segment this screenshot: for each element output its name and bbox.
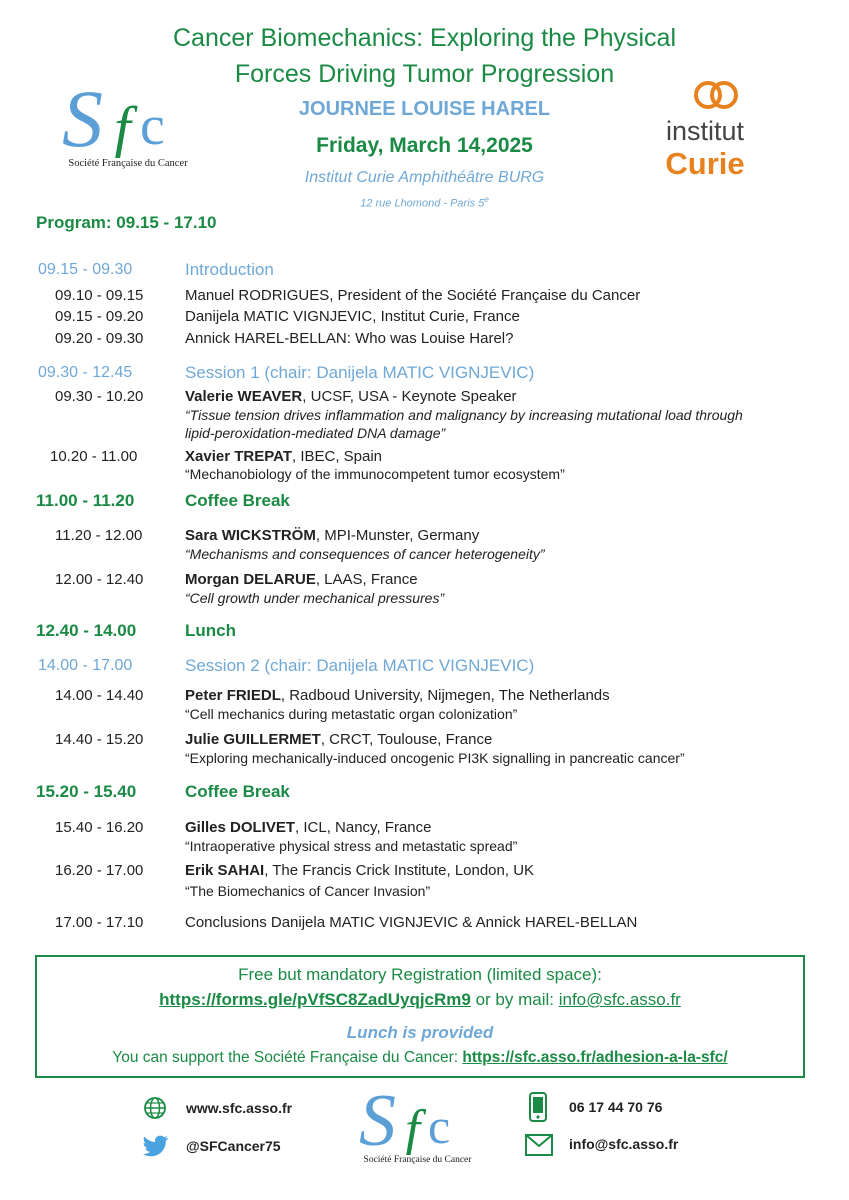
dolivet-speaker: Gilles DOLIVET, ICL, Nancy, France xyxy=(185,819,432,836)
twitter-icon xyxy=(142,1134,170,1158)
break2-time: 15.20 - 15.40 xyxy=(36,782,137,801)
curie-rings-icon xyxy=(690,78,746,112)
delarue-speaker: Morgan DELARUE, LAAS, France xyxy=(185,571,418,588)
intro-item-2-time: 09.15 - 09.20 xyxy=(55,308,144,325)
intro-item-1-text: Manuel RODRIGUES, President of the Société Française du Cancer xyxy=(185,287,641,304)
title-line-2: Forces Driving Tumor Progression xyxy=(234,60,615,88)
break1-time: 11.00 - 11.20 xyxy=(36,491,135,510)
svg-text:c: c xyxy=(428,1098,451,1154)
footer-sfc-caption: Société Française du Cancer xyxy=(363,1155,472,1165)
registration-or-mail: or by mail: xyxy=(470,990,559,1009)
trepat-time: 10.20 - 11.00 xyxy=(50,448,138,465)
registration-links xyxy=(37,990,803,1010)
support-line xyxy=(37,1049,803,1067)
svg-text:S: S xyxy=(359,1085,396,1155)
weaver-speaker: Valerie WEAVER, UCSF, USA - Keynote Speaker xyxy=(185,388,517,405)
trepat-talk-title: “Mechanobiology of the immunocompetent tumor ecosystem” xyxy=(185,466,565,482)
sahai-speaker: Erik SAHAI, The Francis Crick Institute, London, UK xyxy=(185,862,535,879)
guillermet-talk-title: “Exploring mechanically-induced oncogenic PI3K signalling in pancreatic cancer” xyxy=(185,750,685,766)
lunch-provided: Lunch is provided xyxy=(346,1023,494,1042)
weaver-talk-title-2: lipid-peroxidation-mediated DNA damage” xyxy=(185,425,446,441)
sfc-logo-f: f xyxy=(114,95,131,158)
lunch-title: Lunch xyxy=(185,621,236,640)
sahai-time: 16.20 - 17.00 xyxy=(55,862,144,879)
sfc-logo-caption: Société Française du Cancer xyxy=(68,158,188,169)
session2-time: 14.00 - 17.00 xyxy=(38,657,133,674)
footer-phone[interactable]: 06 17 44 70 76 xyxy=(569,1099,663,1115)
friedl-time: 14.00 - 14.40 xyxy=(55,687,144,704)
sfc-logo-s: S xyxy=(62,80,103,158)
phone-icon xyxy=(528,1092,548,1122)
sfc-logo-c: c xyxy=(140,95,165,157)
curie-logo-line2: Curie xyxy=(665,146,745,181)
footer-sfc-logo xyxy=(355,1085,480,1175)
intro-time: 09.15 - 09.30 xyxy=(38,261,133,278)
friedl-speaker: Peter FRIEDL, Radboud University, Nijmegen, The Netherlands xyxy=(185,687,610,704)
guillermet-speaker: Julie GUILLERMET, CRCT, Toulouse, France xyxy=(185,731,493,748)
footer-sfc-logo-mark xyxy=(355,1085,480,1155)
weaver-time: 09.30 - 10.20 xyxy=(55,388,144,405)
event-date: Friday, March 14,2025 xyxy=(316,134,533,157)
mail-icon xyxy=(525,1134,553,1156)
wickstrom-talk-title: “Mechanisms and consequences of cancer heterogeneity” xyxy=(185,546,545,562)
footer-email[interactable]: info@sfc.asso.fr xyxy=(569,1136,679,1152)
support-link[interactable]: https://sfc.asso.fr/adhesion-a-la-sfc/ xyxy=(462,1049,728,1066)
registration-form-link[interactable]: https://forms.gle/pVfSC8ZadUyqjcRm9 xyxy=(159,990,471,1009)
break2-title: Coffee Break xyxy=(185,782,290,801)
session1-title: Session 1 (chair: Danijela MATIC VIGNJEVIC) xyxy=(185,363,535,382)
svg-text:f: f xyxy=(405,1099,421,1155)
intro-item-2-text: Danijela MATIC VIGNJEVIC, Institut Curie, France xyxy=(185,308,520,325)
registration-box xyxy=(35,955,805,1078)
support-text: You can support the Société Française du Cancer: xyxy=(112,1049,463,1066)
guillermet-time: 14.40 - 15.20 xyxy=(55,731,144,748)
intro-item-3-time: 09.20 - 09.30 xyxy=(55,330,144,347)
break1-title: Coffee Break xyxy=(185,491,290,510)
program-label: Program: 09.15 - 17.10 xyxy=(36,213,217,232)
dolivet-talk-title: “Intraoperative physical stress and metastatic spread” xyxy=(185,838,518,854)
registration-line: Free but mandatory Registration (limited space): xyxy=(238,965,602,984)
sfc-logo xyxy=(58,80,198,175)
registration-mail-link[interactable]: info@sfc.asso.fr xyxy=(558,990,681,1009)
wickstrom-time: 11.20 - 12.00 xyxy=(55,527,143,544)
address: 12 rue Lhomond - Paris 5e xyxy=(360,195,489,210)
sfc-logo-mark xyxy=(58,80,198,158)
sahai-talk-title: “The Biomechanics of Cancer Invasion” xyxy=(185,883,431,899)
intro-item-1-time: 09.10 - 09.15 xyxy=(55,287,144,304)
lunch-time: 12.40 - 14.00 xyxy=(36,621,137,640)
delarue-talk-title: “Cell growth under mechanical pressures” xyxy=(185,590,445,606)
wickstrom-speaker: Sara WICKSTRÖM, MPI-Munster, Germany xyxy=(185,527,480,544)
trepat-speaker: Xavier TREPAT, IBEC, Spain xyxy=(185,448,383,465)
weaver-talk-title-1: “Tissue tension drives inflammation and malignancy by increasing mutational load through xyxy=(185,407,743,423)
venue: Institut Curie Amphithéâtre BURG xyxy=(304,169,545,186)
footer-twitter[interactable]: @SFCancer75 xyxy=(186,1138,281,1154)
title-line-1: Cancer Biomechanics: Exploring the Physical xyxy=(172,24,676,52)
curie-logo-line1: institut xyxy=(665,116,745,146)
footer-website[interactable]: www.sfc.asso.fr xyxy=(186,1100,293,1116)
intro-item-3-text: Annick HAREL-BELLAN: Who was Louise Harel? xyxy=(185,330,514,347)
event-name: JOURNEE LOUISE HAREL xyxy=(298,98,551,120)
friedl-talk-title: “Cell mechanics during metastatic organ colonization” xyxy=(185,706,518,722)
session2-title: Session 2 (chair: Danijela MATIC VIGNJEVIC) xyxy=(185,656,535,675)
globe-icon xyxy=(143,1096,167,1120)
intro-title: Introduction xyxy=(185,260,274,279)
conclusion-time: 17.00 - 17.10 xyxy=(55,914,144,931)
curie-logo xyxy=(650,78,760,183)
conclusion-text: Conclusions Danijela MATIC VIGNJEVIC & Annick HAREL-BELLAN xyxy=(185,914,638,931)
delarue-time: 12.00 - 12.40 xyxy=(55,571,144,588)
dolivet-time: 15.40 - 16.20 xyxy=(55,819,144,836)
session1-time: 09.30 - 12.45 xyxy=(38,364,133,381)
